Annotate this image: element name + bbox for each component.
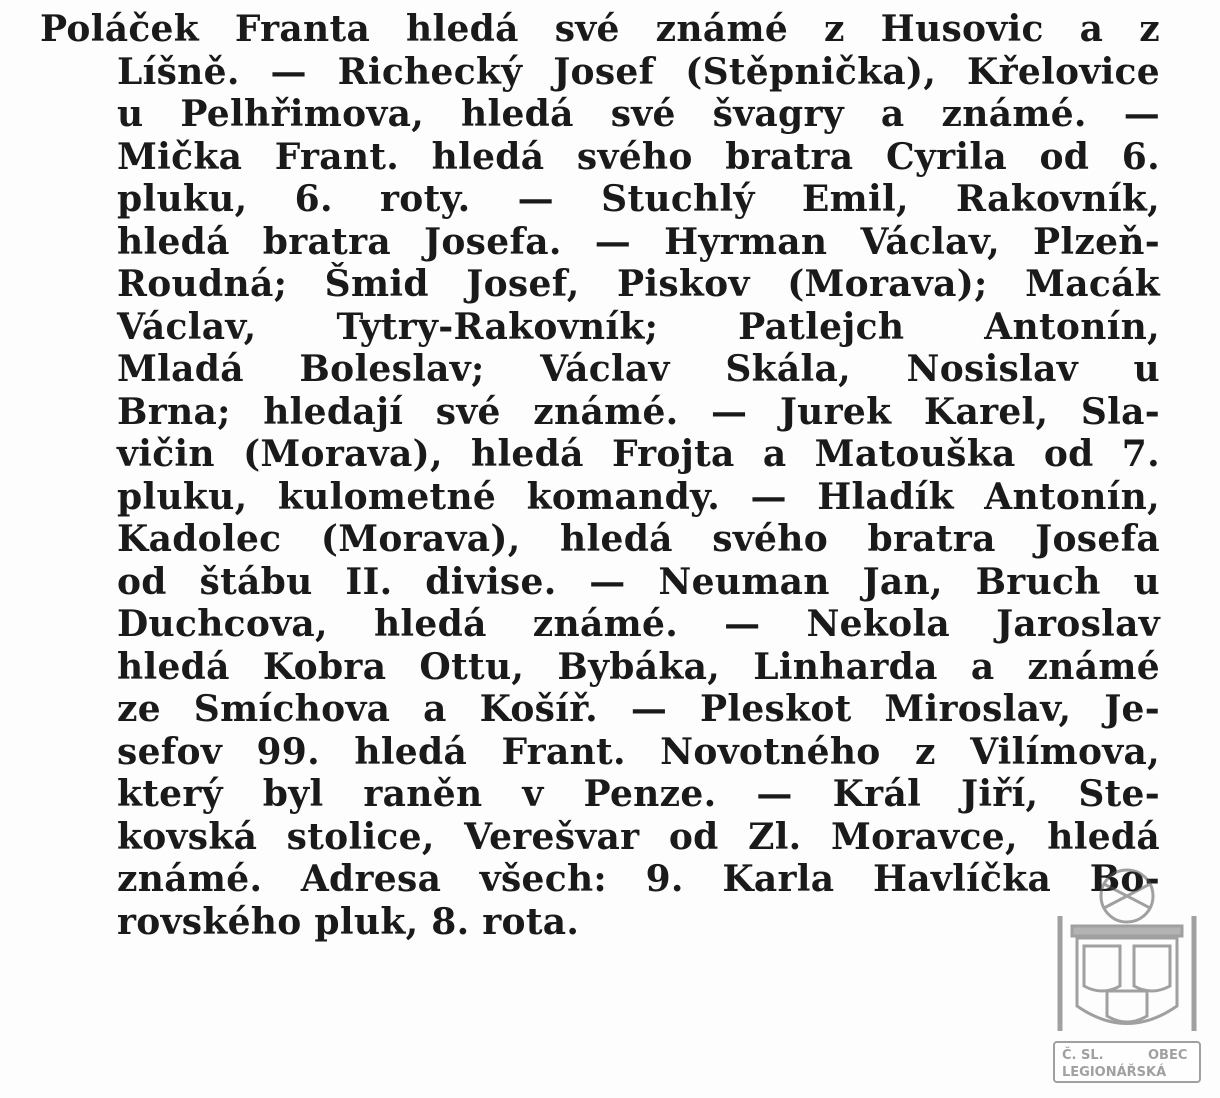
text-line: pluku, kulometné komandy. — Hladík Antonín, [117, 475, 1160, 518]
text-line: který byl raněn v Penze. — Král Jiří, Ste- [117, 773, 1160, 815]
text-line: u Pelhřimova, hledá své švagry a známé. — [117, 93, 1160, 135]
text-line: Poláček Franta hledá své známé z Husovic a z [40, 8, 1160, 50]
text-line: rovského pluk, 8. rota. [117, 900, 580, 943]
text-line: Brna; hledají své známé. — Jurek Karel, Sla- [117, 390, 1160, 433]
text-line: Líšně. — Richecký Josef (Stěpnička), Křelovice [117, 50, 1160, 93]
text-line: Roudná; Šmid Josef, Piskov (Morava); Macák [117, 263, 1160, 305]
crest-icon [1060, 870, 1194, 1031]
text-line: Václav, Tytry-Rakovník; Patlejch Antonín, [117, 305, 1160, 348]
text-line: Mladá Boleslav; Václav Skála, Nosislav u [117, 348, 1160, 390]
watermark-text: Č. SL. [1062, 1048, 1104, 1063]
article-text [40, 8, 1160, 943]
text-line: Kadolec (Morava), hledá svého bratra Josefa [117, 518, 1160, 560]
text-line: kovská stolice, Verešvar od Zl. Moravce, hledá [117, 815, 1160, 858]
text-line: hledá bratra Josefa. — Hyrman Václav, Plzeň- [117, 220, 1160, 263]
legion-association-watermark-logo [1052, 856, 1202, 1084]
text-line: sefov 99. hledá Frant. Novotného z Vilímova, [117, 730, 1160, 773]
text-line: pluku, 6. roty. — Stuchlý Emil, Rakovník, [117, 178, 1160, 220]
text-line: ze Smíchova a Košíř. — Pleskot Miroslav, Je- [117, 688, 1160, 730]
text-line: hledá Kobra Ottu, Bybáka, Linharda a známé [117, 645, 1160, 688]
watermark-text: LEGIONÁŘSKÁ [1062, 1065, 1167, 1080]
text-line: vičin (Morava), hledá Frojta a Matouška od 7. [117, 433, 1160, 475]
text-line: známé. Adresa všech: 9. Karla Havlíčka Bo- [117, 858, 1160, 900]
text-line: Mička Frant. hledá svého bratra Cyrila od 6. [117, 135, 1160, 178]
text-line: Duchcova, hledá známé. — Nekola Jaroslav [117, 603, 1160, 645]
text-line: od štábu II. divise. — Neuman Jan, Bruch u [117, 560, 1160, 603]
watermark-text: OBEC [1148, 1048, 1188, 1063]
